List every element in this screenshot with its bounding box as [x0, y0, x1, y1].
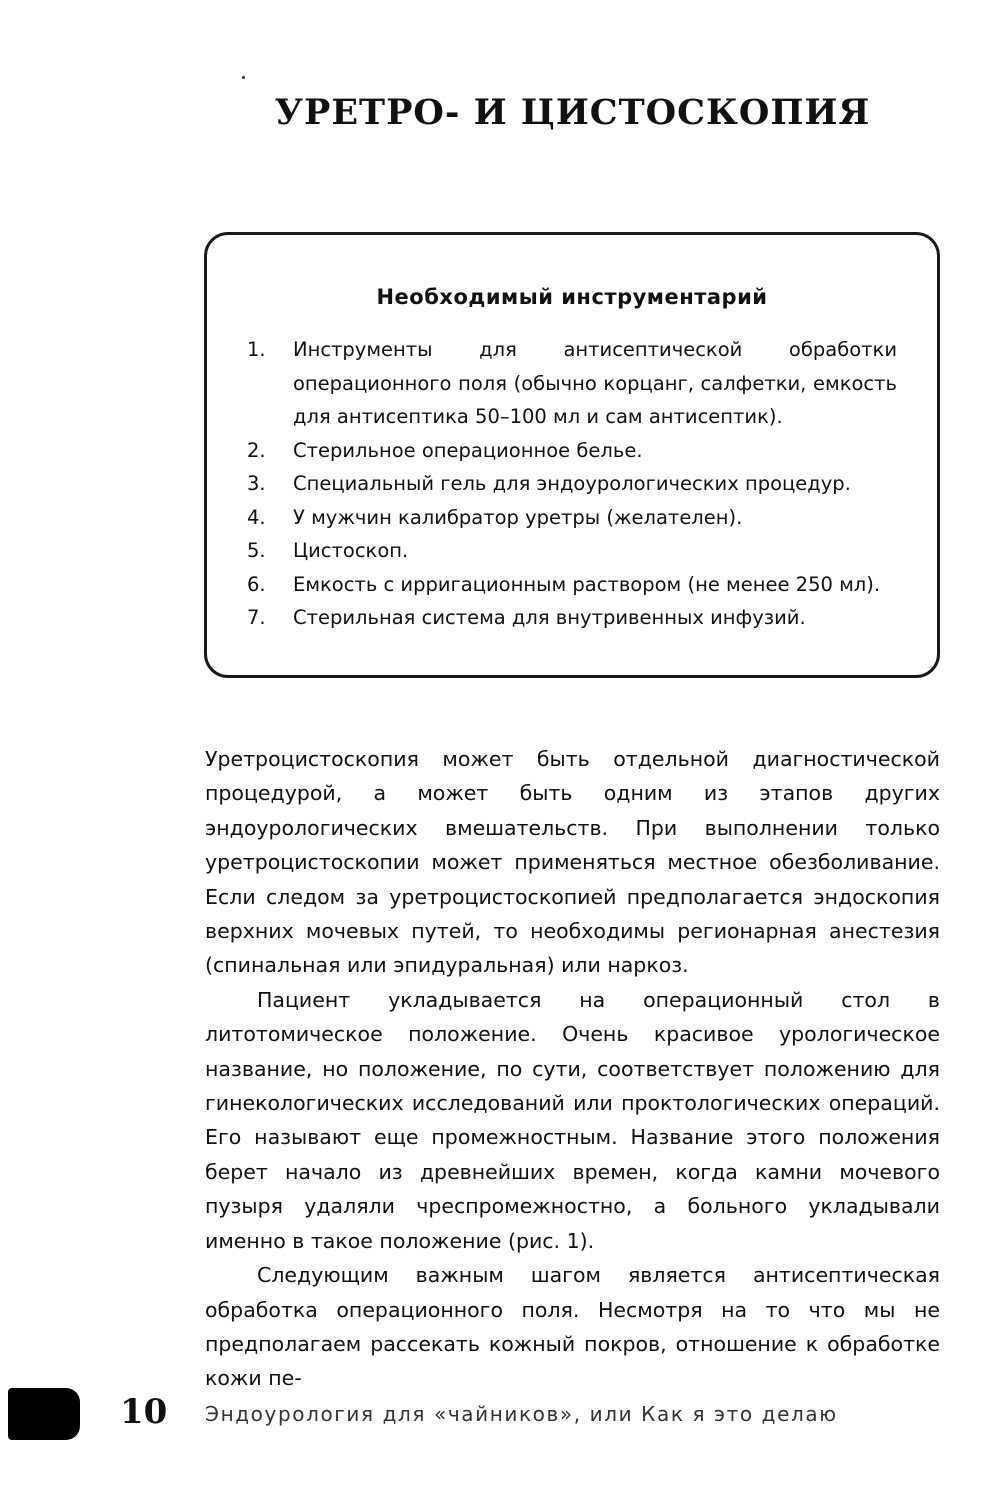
- list-item: [247, 434, 897, 468]
- print-speck: [242, 76, 245, 79]
- instruments-list: [247, 333, 897, 635]
- list-item-number: 5.: [247, 539, 266, 562]
- list-item-number: 4.: [247, 505, 266, 529]
- list-item: [247, 501, 897, 535]
- list-item: [247, 333, 897, 434]
- list-item-number: 3.: [247, 472, 266, 495]
- list-item-text: Цистоскоп.: [293, 539, 409, 562]
- list-item-number: 2.: [247, 438, 266, 462]
- list-item-number: 6.: [247, 572, 266, 596]
- list-item-number: 7.: [247, 606, 266, 629]
- paragraph: Пациент укладывается на операционный стол в литотомическое положение. Очень красивое урологическое название, но положение, по сути, соответствует положению для гинекологических исследований или проктологических операций. Его называют еще промежностным. Название этого положения берет начало из древнейших времен, когда камни мочевого пузыря удаляли чреспромежностно, а больного укладывали именно в такое положение (рис. 1).: [205, 987, 940, 1253]
- paragraph: Уретроцистоскопия может быть отдельной диагностической процедурой, а может быть одним из этапов других эндоурологических вмешательств. При выполнении только уретроцистоскопии может применяться местное обезболивание. Если следом за уретроцистоскопией предполагается эндоскопия верхних мочевых путей, то необходимы регионарная анестезия (спинальная или эпидуральная) или наркоз.: [205, 747, 940, 978]
- list-item-text: Емкость с ирригационным раствором (не менее 250 мл).: [293, 572, 881, 596]
- list-item: [247, 534, 897, 568]
- list-item-text: Специальный гель для эндоурологических процедур.: [293, 472, 851, 495]
- paragraph: Следующим важным шагом является антисептическая обработка операционного поля. Несмотря на то что мы не предполагаем рассекать кожный покров, отношение к обработке кожи пе-: [205, 1263, 940, 1391]
- page-number: 10: [120, 1392, 168, 1432]
- running-title: Эндоурология для «чайников», или Как я это делаю: [205, 1402, 838, 1426]
- list-item: [247, 601, 897, 635]
- page-tab-marker: [8, 1388, 80, 1440]
- list-item-text: Стерильное операционное белье.: [293, 438, 643, 462]
- list-item-text: Стерильная система для внутривенных инфузий.: [293, 606, 806, 629]
- instruments-box: [204, 232, 940, 678]
- list-item-text: У мужчин калибратор уретры (желателен).: [293, 505, 743, 529]
- instruments-box-title: Необходимый инструментарий: [376, 285, 768, 309]
- chapter-title: УРЕТРО- И ЦИСТОСКОПИЯ: [274, 92, 871, 133]
- main-text: [205, 742, 940, 1396]
- list-item-text: Инструменты для антисептической обработки операционного поля (обычно корцанг, салфетки, емкость для антисептика 50–100 мл и сам антисептик).: [293, 338, 897, 428]
- list-item-number: 1.: [247, 338, 266, 361]
- list-item: [247, 467, 897, 501]
- list-item: [247, 568, 897, 602]
